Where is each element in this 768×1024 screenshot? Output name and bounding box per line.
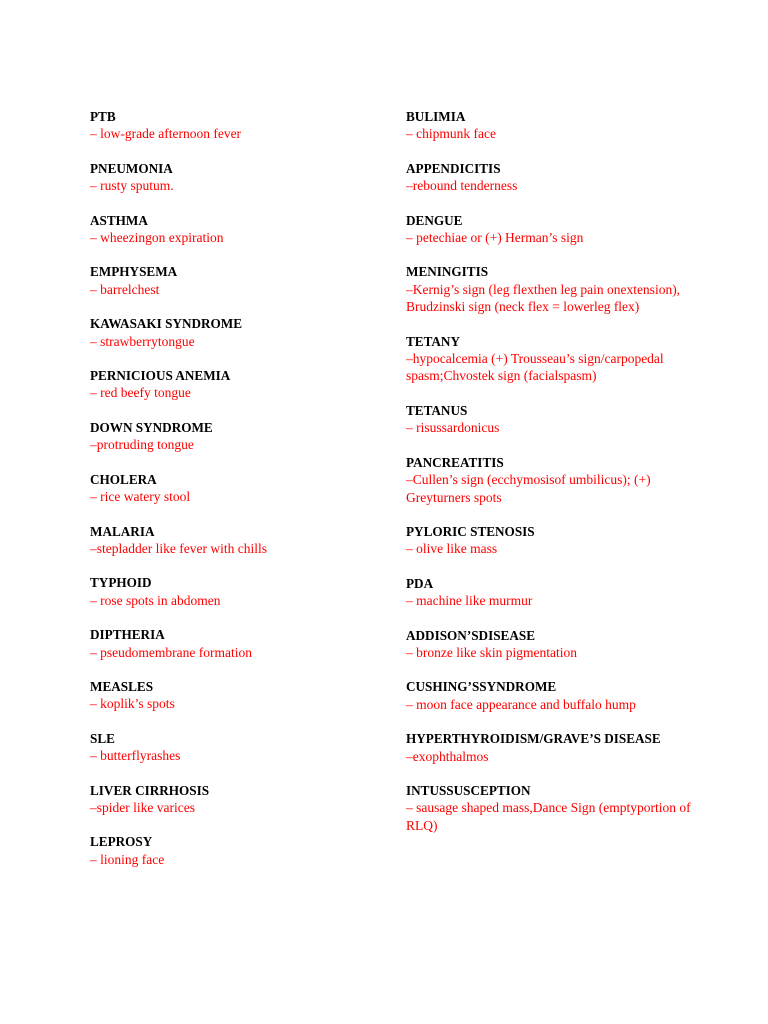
- disease-name: HYPERTHYROIDISM/GRAVE’S DISEASE: [406, 731, 661, 747]
- disease-sign: – rose spots in abdomen: [90, 592, 221, 608]
- disease-sign: –Cullen’s sign (ecchymosisof umbilicus); (+) Greyturners spots: [406, 472, 651, 505]
- disease-name: APPENDICITIS: [406, 160, 501, 176]
- disease-entry: [90, 160, 380, 195]
- disease-sign: – risussardonicus: [406, 420, 500, 436]
- disease-entry: [406, 263, 706, 315]
- disease-name: PANCREATITIS: [406, 454, 504, 470]
- disease-name: TYPHOID: [90, 575, 152, 591]
- disease-sign: – petechiae or (+) Herman’s sign: [406, 230, 584, 246]
- disease-entry: [406, 454, 706, 506]
- disease-name: ADDISON’SDISEASE: [406, 627, 535, 643]
- disease-name: DOWN SYNDROME: [90, 419, 213, 435]
- disease-entry: [90, 833, 380, 868]
- disease-name: MEASLES: [90, 678, 154, 694]
- disease-entry: [90, 367, 380, 402]
- disease-entry: [406, 523, 706, 558]
- disease-entry: [90, 263, 380, 298]
- disease-sign: – wheezingon expiration: [90, 230, 224, 246]
- disease-sign: – rusty sputum.: [90, 178, 174, 194]
- disease-entry: [406, 782, 706, 834]
- disease-entry: [90, 523, 380, 558]
- disease-sign: –spider like varices: [90, 799, 195, 815]
- disease-name: CUSHING’SSYNDROME: [406, 679, 557, 695]
- disease-name: LIVER CIRRHOSIS: [90, 782, 210, 798]
- disease-name: PNEUMONIA: [90, 160, 173, 176]
- disease-sign: – butterflyrashes: [90, 748, 181, 764]
- disease-name: PYLORIC STENOSIS: [406, 523, 535, 539]
- disease-sign: – moon face appearance and buffalo hump: [406, 696, 636, 712]
- left-column: [90, 108, 380, 885]
- disease-sign: – rice watery stool: [90, 489, 191, 505]
- disease-entry: [90, 212, 380, 247]
- disease-entry: [90, 574, 380, 609]
- disease-entry: [90, 108, 380, 143]
- disease-sign: – barrelchest: [90, 281, 160, 297]
- disease-name: INTUSSUSCEPTION: [406, 782, 531, 798]
- disease-sign: – strawberrytongue: [90, 333, 195, 349]
- disease-sign: –exophthalmos: [406, 748, 489, 764]
- disease-sign: – bronze like skin pigmentation: [406, 644, 577, 660]
- disease-name: TETANUS: [406, 402, 468, 418]
- disease-entry: [406, 212, 706, 247]
- disease-sign: – low-grade afternoon fever: [90, 126, 242, 142]
- disease-entry: [406, 402, 706, 437]
- disease-name: PDA: [406, 575, 434, 591]
- disease-name: EMPHYSEMA: [90, 264, 178, 280]
- disease-name: MALARIA: [90, 523, 155, 539]
- disease-entry: [90, 730, 380, 765]
- right-column: [406, 108, 706, 851]
- disease-sign: –stepladder like fever with chills: [90, 540, 267, 556]
- disease-entry: [406, 730, 706, 765]
- disease-entry: [406, 333, 706, 385]
- disease-name: LEPROSY: [90, 834, 153, 850]
- disease-sign: – koplik’s spots: [90, 696, 175, 712]
- disease-sign: – lioning face: [90, 851, 165, 867]
- disease-sign: –hypocalcemia (+) Trousseau’s sign/carpopedal spasm;Chvostek sign (facialspasm): [406, 351, 664, 384]
- disease-sign: – olive like mass: [406, 541, 498, 557]
- disease-entry: [90, 315, 380, 350]
- disease-entry: [90, 419, 380, 454]
- disease-entry: [90, 626, 380, 661]
- disease-entry: [406, 160, 706, 195]
- disease-name: DENGUE: [406, 212, 463, 228]
- disease-name: MENINGITIS: [406, 264, 489, 280]
- disease-sign: – chipmunk face: [406, 126, 496, 142]
- disease-name: DIPTHERIA: [90, 627, 165, 643]
- disease-name: CHOLERA: [90, 471, 157, 487]
- disease-sign: – pseudomembrane formation: [90, 644, 252, 660]
- disease-name: TETANY: [406, 333, 460, 349]
- disease-sign: –rebound tenderness: [406, 178, 518, 194]
- disease-entry: [406, 627, 706, 662]
- disease-sign: – sausage shaped mass,Dance Sign (emptyportion of RLQ): [406, 800, 691, 833]
- disease-name: BULIMIA: [406, 109, 466, 124]
- disease-name: ASTHMA: [90, 212, 148, 228]
- disease-name: SLE: [90, 730, 115, 746]
- disease-entry: [406, 678, 706, 713]
- disease-name: KAWASAKI SYNDROME: [90, 316, 243, 332]
- disease-entry: [90, 471, 380, 506]
- disease-sign: –protruding tongue: [90, 437, 194, 453]
- disease-entry: [90, 678, 380, 713]
- disease-sign: – machine like murmur: [406, 593, 533, 609]
- disease-name: PTB: [90, 109, 116, 124]
- disease-sign: –Kernig’s sign (leg flexthen leg pain onextension), Brudzinski sign (neck flex = lowerleg flex): [406, 281, 681, 315]
- disease-entry: [406, 108, 706, 143]
- disease-entry: [90, 782, 380, 817]
- disease-entry: [406, 575, 706, 610]
- disease-name: PERNICIOUS ANEMIA: [90, 368, 231, 384]
- disease-sign: – red beefy tongue: [90, 385, 191, 401]
